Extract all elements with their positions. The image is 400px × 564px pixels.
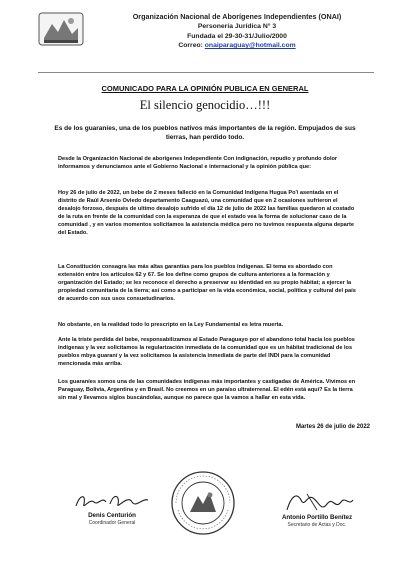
onai-logo-icon bbox=[38, 12, 84, 46]
paragraph-constitution: La Constitución consagra las más altas garantías para los pueblos indígenas. El tema es abordado con extensión entre los artículos 62 y 67. Se los define como grupos de cultura anteriores a la formación y organización del Estado; se les reconoce el derecho a preservar su identidad en su propio hábitat; a ejercer la propiedad comunitaria de la tierra; así como a participar en la vida económica, social, política y cultural del país de acuerdo con sus usos consuetudinarios. bbox=[58, 264, 356, 302]
correo-line bbox=[92, 41, 382, 51]
subtitle: Es de los guaraníes, una de los pueblos nativos más importantes de la región. Empujados de sus tierras, han perdido todo. bbox=[54, 125, 356, 141]
personeria: Personería Jurídica N° 3 bbox=[197, 23, 277, 30]
signature-scribble-icon bbox=[277, 490, 357, 514]
paragraph-responsibility: Ante la triste perdida del bebe, responsabilizamos al Estado Paraguayo por el abandono total hacia los pueblos indígenas y la vez solicitamos la regularización inmediata de la comunidad que es un hábitat tradicional de los pueblos mbya guaraní y la vez solicitamos la asistencia inmediata de parte del INDI para la comunidad mencionada más arriba. bbox=[58, 337, 355, 367]
signature-scribble-icon bbox=[72, 490, 152, 512]
signer-right-role: Secretario de Actas y Doc. bbox=[287, 521, 347, 528]
document-date: Martes 26 de julio de 2022 bbox=[295, 424, 370, 430]
fundada: Fundada el 29-30-31/Julio/2000 bbox=[187, 32, 287, 40]
paragraph-dead-letter: No obstante, en la realidad todo lo prescripto en la Ley Fundamental es letra muerta. bbox=[58, 322, 284, 328]
correo-label: Correo: bbox=[178, 42, 205, 49]
header-divider bbox=[38, 72, 374, 73]
signature-right bbox=[262, 490, 372, 528]
paragraph-event: Hoy 26 de julio de 2022, un bebe de 2 meses falleció en la Comunidad Indígena Hugua Po'i asentada en el distrito de Raúl Arsenio Oviedo departamento Caaguazú, una comunidad que en 2 ocasiones sufrieron el desalojo forzoso, después de ultimo desalojo sufrido el día 12 de julio de 2022 las familias quedaron al costado de la ruta en frente de la comunidad con la esperanza de que el estado vea la forma de solucionar caso de la comunidad , y en varios momentos solicitamos la asistencia médica pero no tuvimos respuesta alguna departe del Estado. bbox=[58, 190, 355, 236]
comunicado-heading: COMUNICADO PARA LA OPINIÓN PUBLICA EN GENERAL bbox=[101, 84, 309, 93]
signature-left bbox=[62, 490, 162, 526]
signer-left-role: Coordinador General bbox=[88, 519, 136, 526]
onai-seal-icon bbox=[170, 470, 236, 536]
signer-right-name: Antonio Portillo Benítez bbox=[281, 514, 353, 521]
paragraph-guarani: Los guaraníes somos una de las comunidades indígenas más importantes y castigadas de América. Vivimos en Paraguay, Bolivia, Argentina y en Brasil. No creemos en un paraíso ultraterrenal. El edén está aquí? Es la tierra sin mal y llevamos siglos buscándolas, aunque no parece que la vamos a hallar en esta vida. bbox=[58, 379, 356, 401]
signer-left-name: Denis Centurión bbox=[88, 512, 136, 519]
org-header bbox=[92, 12, 382, 51]
page-title: El silencio genocidio…!!! bbox=[139, 98, 271, 112]
paragraph-intro: Desde la Organización Nacional de aborígenes Independiente Con indignación, repudio y profundo dolor informamos y denunciamos ante el Gobierno Nacional e internacional y la opinión pública que: bbox=[58, 156, 338, 170]
org-name: Organización Nacional de Aborígenes Independientes (ONAI) bbox=[132, 12, 342, 21]
email-link[interactable]: onaiparaguay@hotmail.com bbox=[204, 42, 296, 49]
